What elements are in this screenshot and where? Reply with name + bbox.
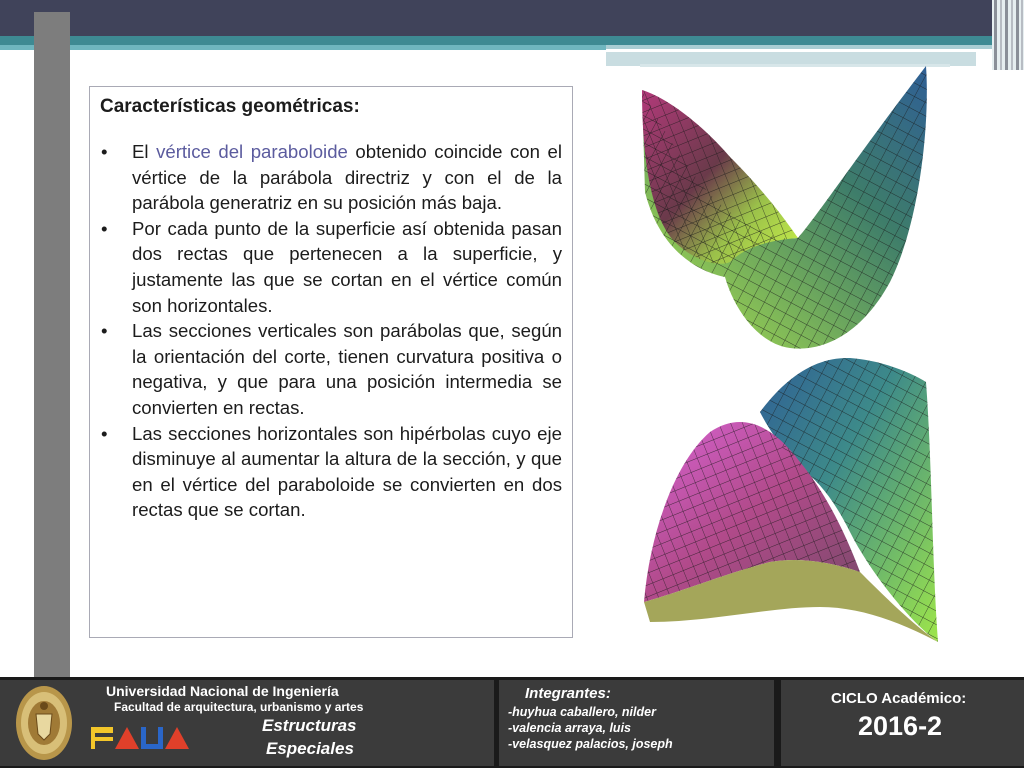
university-name: Universidad Nacional de Ingeniería [106, 683, 339, 699]
member-item: -valencia arraya, luis [508, 721, 631, 735]
paraboloid-illustration [620, 62, 950, 652]
member-item: -velasquez palacios, joseph [508, 737, 673, 751]
university-seal-icon [14, 684, 74, 762]
member-item: -huyhua caballero, nilder [508, 705, 656, 719]
corner-stripes-decoration [992, 0, 1024, 70]
teal-band-light [0, 45, 606, 50]
teal-band [0, 36, 1024, 45]
bullet-list [100, 139, 562, 523]
bullet-glyph: • [101, 141, 108, 162]
bullet-glyph: • [101, 422, 108, 444]
slide-heading: Características geométricas: [100, 96, 360, 117]
cycle-value: 2016-2 [858, 711, 943, 741]
bullet-item: • Las secciones horizontales son hipérbolas cuyo eje disminuye al aumentar la altura de la sección, y que en el vértice del paraboloide se convierten en dos rectas que se cortan. [101, 422, 562, 521]
bullet-item: • Por cada punto de la superficie así obtenida pasan dos rectas que pertenecen a la superficie, y justamente las que se cortan en el vértice común son horizontales. [101, 217, 562, 316]
content-text-box [89, 86, 573, 638]
course-title-line2: Especiales [266, 739, 354, 758]
left-gray-bar [34, 12, 70, 680]
teal-band-pale [606, 45, 1024, 49]
bullet-item: • Las secciones verticales son parábolas que, según la orientación del corte, tienen curvatura positiva o negativa, y que para una posición intermedia se convierten en rectas. [101, 320, 562, 418]
top-bar [0, 0, 1024, 36]
bottom-saddle-surface [644, 358, 938, 642]
cycle-label: CICLO Académico: [831, 690, 967, 707]
bullet-glyph: • [101, 217, 108, 239]
faculty-name: Facultad de arquitectura, urbanismo y artes [114, 700, 364, 714]
bullet-item: • El vértice del paraboloide obtenido coincide con el vértice de la parábola directriz y con el de la parábola generatriz en su posición más baja. [101, 141, 562, 214]
course-title-line1: Estructuras [262, 716, 357, 735]
top-saddle-surface [642, 66, 927, 349]
bullet-glyph: • [101, 320, 108, 342]
faua-logo-icon [91, 725, 189, 751]
highlighted-term: vértice del paraboloide [156, 141, 348, 162]
members-title: Integrantes: [525, 685, 611, 702]
